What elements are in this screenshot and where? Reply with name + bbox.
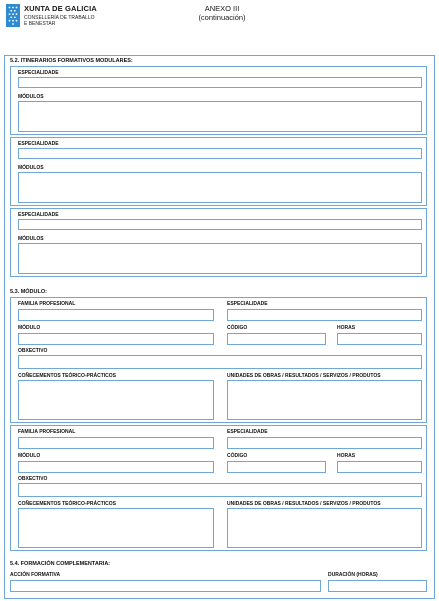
module-2-familia-field[interactable] <box>18 437 214 449</box>
accion-formativa-label: ACCIÓN FORMATIVA <box>10 572 61 578</box>
itinerary-2-modulos-field[interactable] <box>18 172 422 203</box>
annex-title: ANEXO III <box>204 4 240 13</box>
module-2-obxectivo-field[interactable] <box>18 483 422 497</box>
department-name <box>24 15 95 28</box>
xunta-emblem-icon <box>6 4 20 27</box>
obxectivo-label: OBXECTIVO <box>18 476 48 482</box>
module-1-conecementos-field[interactable] <box>18 380 214 420</box>
module-1-unidades-field[interactable] <box>227 380 422 420</box>
module-2-especialidade-field[interactable] <box>227 437 422 449</box>
modulo-label: MÓDULO <box>18 325 41 331</box>
itinerary-2-especialidade-field[interactable] <box>18 148 422 159</box>
itinerary-1-modulos-field[interactable] <box>18 101 422 132</box>
module-1-codigo-field[interactable] <box>227 333 326 345</box>
itinerary-block-1 <box>10 66 427 135</box>
unidades-label: UNIDADES DE OBRAS / RESULTADOS / SERVIZOS / PRODUTOS <box>227 501 381 507</box>
especialidade-label: ESPECIALIDADE <box>227 301 268 307</box>
codigo-label: CÓDIGO <box>227 325 248 331</box>
module-1-especialidade-field[interactable] <box>227 309 422 321</box>
section-5-3-title: 5.3. MÓDULO: <box>10 289 47 295</box>
module-2-horas-field[interactable] <box>337 461 422 473</box>
module-block-1 <box>10 297 427 423</box>
especialidade-label: ESPECIALIDADE <box>227 429 268 435</box>
horas-label: HORAS <box>337 325 356 331</box>
duracion-label: DURACIÓN (HORAS) <box>328 572 378 578</box>
accion-formativa-field[interactable] <box>10 580 321 592</box>
module-1-horas-field[interactable] <box>337 333 422 345</box>
annex-heading <box>190 4 254 22</box>
itinerary-1-especialidade-field[interactable] <box>18 77 422 88</box>
itinerary-block-2 <box>10 137 427 206</box>
section-5-2-title: 5.2. ITINERARIOS FORMATIVOS MODULARES: <box>10 58 133 64</box>
modulo-label: MÓDULO <box>18 453 41 459</box>
module-2-codigo-field[interactable] <box>227 461 326 473</box>
itinerary-3-especialidade-field[interactable] <box>18 219 422 230</box>
itinerary-3-modulos-field[interactable] <box>18 243 422 274</box>
module-1-familia-field[interactable] <box>18 309 214 321</box>
modulos-label: MÓDULOS <box>18 165 44 171</box>
especialidade-label: ESPECIALIDADE <box>18 212 59 218</box>
annex-subtitle: (continuación) <box>198 13 246 22</box>
module-1-obxectivo-field[interactable] <box>18 355 422 369</box>
section-5-4-title: 5.4. FORMACIÓN COMPLEMENTARIA: <box>10 561 111 567</box>
especialidade-label: ESPECIALIDADE <box>18 70 59 76</box>
codigo-label: CÓDIGO <box>227 453 248 459</box>
especialidade-label: ESPECIALIDADE <box>18 141 59 147</box>
module-2-modulo-field[interactable] <box>18 461 214 473</box>
module-block-2 <box>10 425 427 551</box>
department-line-1: CONSELLERÍA DE TRABALLO <box>24 15 95 21</box>
department-line-2: E BENESTAR <box>24 21 56 28</box>
org-name: XUNTA DE GALICIA <box>24 4 97 13</box>
familia-profesional-label: FAMILIA PROFESIONAL <box>18 301 76 307</box>
itinerary-block-3 <box>10 208 427 277</box>
module-2-unidades-field[interactable] <box>227 508 422 548</box>
conecementos-label: COÑECEMENTOS TEÓRICO-PRÁCTICOS <box>18 501 116 507</box>
module-2-conecementos-field[interactable] <box>18 508 214 548</box>
familia-profesional-label: FAMILIA PROFESIONAL <box>18 429 76 435</box>
horas-label: HORAS <box>337 453 356 459</box>
unidades-label: UNIDADES DE OBRAS / RESULTADOS / SERVIZOS / PRODUTOS <box>227 373 381 379</box>
obxectivo-label: OBXECTIVO <box>18 348 48 354</box>
duracion-field[interactable] <box>328 580 427 592</box>
conecementos-label: COÑECEMENTOS TEÓRICO-PRÁCTICOS <box>18 373 116 379</box>
module-1-modulo-field[interactable] <box>18 333 214 345</box>
modulos-label: MÓDULOS <box>18 94 44 100</box>
modulos-label: MÓDULOS <box>18 236 44 242</box>
